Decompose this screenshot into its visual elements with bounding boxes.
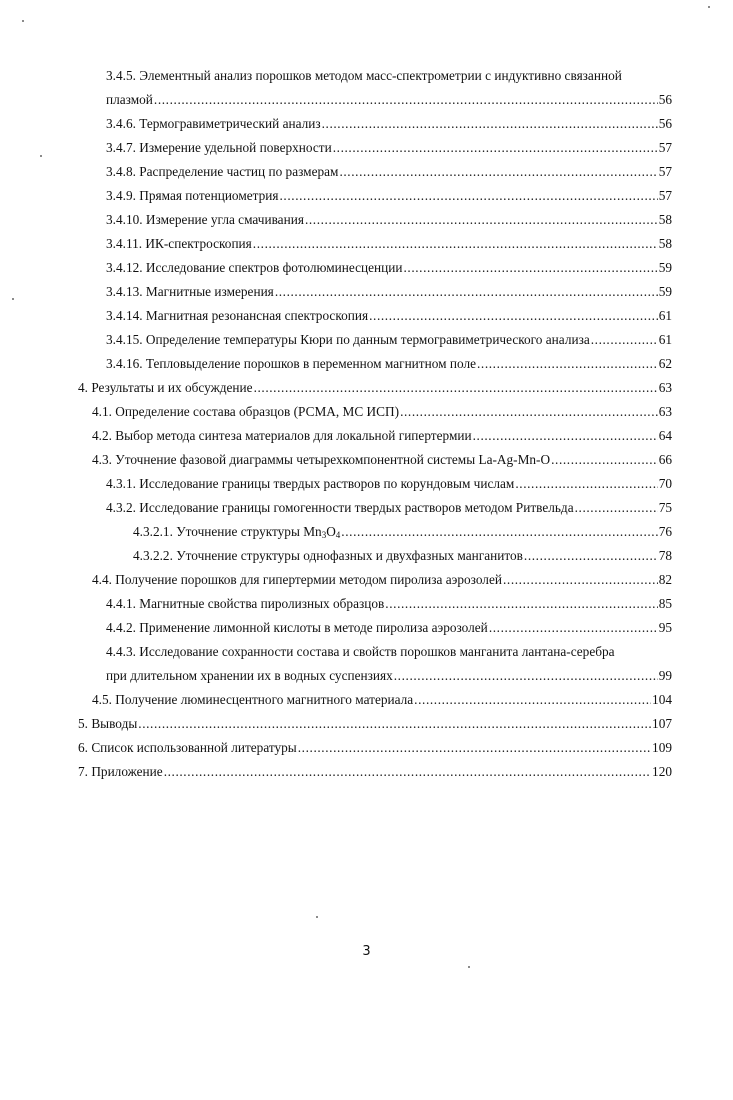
toc-entry-title: 4.3.2. Исследование границы гомогенности твердых растворов методом Ритвельда bbox=[106, 500, 574, 515]
toc-page-number: 78 bbox=[658, 548, 672, 563]
toc-page-number: 76 bbox=[658, 524, 672, 539]
dot-leader bbox=[400, 400, 658, 424]
toc-entry[interactable] bbox=[0, 568, 733, 592]
toc-page-number: 85 bbox=[658, 596, 672, 611]
toc-entry-title: 4.3. Уточнение фазовой диаграммы четырехкомпонентной системы La-Ag-Mn-O bbox=[92, 452, 551, 467]
table-of-contents bbox=[0, 64, 733, 784]
toc-entry-title: 4.2. Выбор метода синтеза материалов для локальной гипертермии bbox=[92, 428, 472, 443]
dot-leader bbox=[298, 736, 651, 760]
toc-page-number: 62 bbox=[658, 356, 672, 371]
toc-page-number: 57 bbox=[658, 188, 672, 203]
toc-entry[interactable] bbox=[0, 448, 733, 472]
scan-speck bbox=[708, 6, 710, 8]
toc-entry[interactable] bbox=[0, 688, 733, 712]
toc-entry[interactable] bbox=[0, 592, 733, 616]
dot-leader bbox=[489, 616, 658, 640]
toc-entry[interactable] bbox=[0, 520, 733, 544]
dot-leader bbox=[138, 712, 651, 736]
toc-page-number: 56 bbox=[658, 116, 672, 131]
dot-leader bbox=[403, 256, 657, 280]
scan-speck bbox=[12, 298, 14, 300]
toc-entry-title: 4.3.1. Исследование границы твердых растворов по корундовым числам bbox=[106, 476, 515, 491]
toc-page-number: 61 bbox=[658, 308, 672, 323]
formula-subscript: 4 bbox=[335, 530, 341, 540]
toc-entry-title: 4.4.2. Применение лимонной кислоты в методе пиролиза аэрозолей bbox=[106, 620, 488, 635]
toc-entry-title: 4.3.2.2. Уточнение структуры однофазных и двухфазных манганитов bbox=[133, 548, 523, 563]
dot-leader bbox=[477, 352, 658, 376]
toc-entry-title: 3.4.5. Элементный анализ порошков методом масс-спектрометрии с индуктивно связанной bbox=[106, 68, 622, 83]
dot-leader bbox=[254, 376, 658, 400]
toc-entry[interactable] bbox=[0, 256, 733, 280]
dot-leader bbox=[164, 760, 651, 784]
toc-entry-title: 4.4.1. Магнитные свойства пиролизных образцов bbox=[106, 596, 385, 611]
toc-page-number: 58 bbox=[658, 236, 672, 251]
toc-entry-title: 7. Приложение bbox=[78, 764, 163, 779]
toc-entry-title: 6. Список использованной литературы bbox=[78, 740, 297, 755]
toc-entry-title: 3.4.9. Прямая потенциометрия bbox=[106, 188, 279, 203]
toc-page-number: 66 bbox=[658, 452, 672, 467]
toc-page-number: 64 bbox=[658, 428, 672, 443]
toc-entry-title: 4.1. Определение состава образцов (РСМА, МС ИСП) bbox=[92, 404, 400, 419]
toc-entry[interactable] bbox=[0, 760, 733, 784]
toc-entry[interactable] bbox=[0, 472, 733, 496]
toc-page-number: 63 bbox=[658, 404, 672, 419]
toc-entry[interactable] bbox=[0, 328, 733, 352]
scan-speck bbox=[316, 916, 318, 918]
dot-leader bbox=[322, 112, 658, 136]
toc-entry[interactable] bbox=[0, 424, 733, 448]
toc-entry-title: 3.4.13. Магнитные измерения bbox=[106, 284, 274, 299]
toc-entry-title: 3.4.7. Измерение удельной поверхности bbox=[106, 140, 332, 155]
dot-leader bbox=[253, 232, 658, 256]
toc-entry[interactable] bbox=[0, 400, 733, 424]
dot-leader bbox=[414, 688, 651, 712]
toc-entry[interactable] bbox=[0, 112, 733, 136]
toc-entry-title: 3.4.8. Распределение частиц по размерам bbox=[106, 164, 339, 179]
dot-leader bbox=[154, 88, 658, 112]
toc-entry[interactable] bbox=[0, 712, 733, 736]
toc-page-number: 107 bbox=[652, 716, 672, 731]
formula-subscript: 3 bbox=[321, 530, 327, 540]
dot-leader bbox=[515, 472, 657, 496]
toc-entry[interactable] bbox=[0, 136, 733, 160]
toc-entry[interactable] bbox=[0, 184, 733, 208]
scan-speck bbox=[468, 966, 470, 968]
dot-leader bbox=[369, 304, 658, 328]
toc-page-number: 104 bbox=[652, 692, 672, 707]
toc-page-number: 57 bbox=[658, 140, 672, 155]
dot-leader bbox=[305, 208, 658, 232]
dot-leader bbox=[385, 592, 657, 616]
toc-entry[interactable] bbox=[0, 232, 733, 256]
toc-entry[interactable] bbox=[0, 640, 733, 688]
toc-entry[interactable] bbox=[0, 352, 733, 376]
dot-leader bbox=[275, 280, 658, 304]
toc-page-number: 61 bbox=[658, 332, 672, 347]
toc-page-number: 120 bbox=[652, 764, 672, 779]
toc-entry-title: 3.4.11. ИК-спектроскопия bbox=[106, 236, 252, 251]
toc-entry-title: 4.3.2.1. Уточнение структуры $Mn_3O_4$ bbox=[133, 524, 341, 540]
toc-page-number: 82 bbox=[658, 572, 672, 587]
toc-entry-title: 3.4.16. Тепловыделение порошков в переменном магнитном поле bbox=[106, 356, 476, 371]
dot-leader bbox=[473, 424, 658, 448]
toc-page-number: 75 bbox=[658, 500, 672, 515]
scan-speck bbox=[40, 155, 42, 157]
toc-entry[interactable] bbox=[0, 544, 733, 568]
toc-entry-title: 4.4. Получение порошков для гипертермии методом пиролиза аэрозолей bbox=[92, 572, 502, 587]
toc-entry-title: 4. Результаты и их обсуждение bbox=[78, 380, 253, 395]
toc-entry-title: 3.4.6. Термогравиметрический анализ bbox=[106, 116, 321, 131]
toc-entry-title: 4.4.3. Исследование сохранности состава и свойств порошков манганита лантана-серебра bbox=[106, 644, 615, 659]
toc-page-number: 70 bbox=[658, 476, 672, 491]
toc-entry[interactable] bbox=[0, 280, 733, 304]
dot-leader bbox=[503, 568, 658, 592]
toc-entry-title-continued: плазмой bbox=[106, 92, 153, 107]
toc-entry[interactable] bbox=[0, 304, 733, 328]
dot-leader bbox=[341, 520, 657, 544]
toc-page-number: 58 bbox=[658, 212, 672, 227]
dot-leader bbox=[524, 544, 658, 568]
toc-page-number: 59 bbox=[658, 284, 672, 299]
dot-leader bbox=[280, 184, 658, 208]
dot-leader bbox=[339, 160, 657, 184]
toc-entry[interactable] bbox=[0, 376, 733, 400]
toc-entry-title-continued: при длительном хранении их в водных суспензиях bbox=[106, 668, 393, 683]
toc-entry[interactable] bbox=[0, 496, 733, 520]
toc-entry-title: 3.4.14. Магнитная резонансная спектроскопия bbox=[106, 308, 369, 323]
scan-speck bbox=[22, 20, 24, 22]
toc-entry[interactable] bbox=[0, 736, 733, 760]
toc-entry[interactable] bbox=[0, 64, 733, 112]
toc-entry-title: 3.4.15. Определение температуры Кюри по данным термогравиметрического анализа bbox=[106, 332, 590, 347]
toc-entry[interactable] bbox=[0, 616, 733, 640]
toc-entry-title: 3.4.12. Исследование спектров фотолюминесценции bbox=[106, 260, 403, 275]
toc-page-number: 63 bbox=[658, 380, 672, 395]
dot-leader bbox=[591, 328, 658, 352]
toc-entry-title: 4.5. Получение люминесцентного магнитного материала bbox=[92, 692, 414, 707]
toc-page-number: 95 bbox=[658, 620, 672, 635]
dot-leader bbox=[333, 136, 658, 160]
toc-entry[interactable] bbox=[0, 160, 733, 184]
toc-page-number: 57 bbox=[658, 164, 672, 179]
toc-page-number: 56 bbox=[658, 92, 672, 107]
toc-page-number: 59 bbox=[658, 260, 672, 275]
dot-leader bbox=[551, 448, 658, 472]
dot-leader bbox=[575, 496, 658, 520]
toc-page-number: 99 bbox=[658, 668, 672, 683]
toc-entry-title: 3.4.10. Измерение угла смачивания bbox=[106, 212, 304, 227]
dot-leader bbox=[394, 664, 658, 688]
toc-entry-title: 5. Выводы bbox=[78, 716, 138, 731]
toc-entry[interactable] bbox=[0, 208, 733, 232]
toc-page-number: 109 bbox=[652, 740, 672, 755]
page-number: 3 bbox=[362, 944, 371, 959]
